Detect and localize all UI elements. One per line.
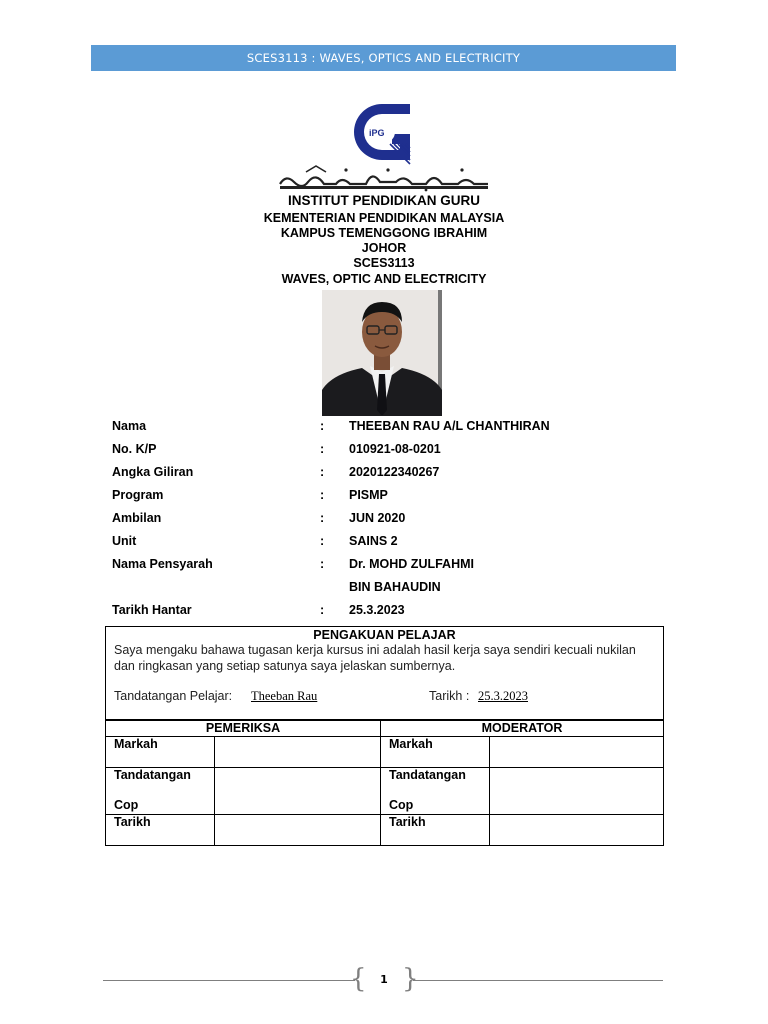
signature-value: Theeban Rau bbox=[251, 689, 318, 703]
moderator-tandatangan: Tandatangan bbox=[389, 768, 466, 782]
moderator-tarikh-label: Tarikh bbox=[381, 815, 490, 846]
grading-table bbox=[105, 719, 664, 846]
examiner-header: PEMERIKSA bbox=[106, 720, 381, 737]
info-label: Program bbox=[112, 488, 164, 502]
moderator-signature-cell bbox=[490, 768, 664, 815]
info-label: Unit bbox=[112, 534, 137, 548]
ipg-logo-icon bbox=[352, 100, 416, 166]
moderator-tarikh-cell bbox=[490, 815, 664, 846]
info-value: SAINS 2 bbox=[349, 534, 398, 548]
declaration-date-value: 25.3.2023 bbox=[478, 689, 528, 703]
moderator-cop: Cop bbox=[389, 798, 414, 812]
institution-line: JOHOR bbox=[361, 241, 407, 255]
info-value: Dr. MOHD ZULFAHMI bbox=[349, 557, 474, 571]
info-value: PISMP bbox=[349, 488, 388, 502]
examiner-tarikh-label: Tarikh bbox=[106, 815, 215, 846]
moderator-markah-cell bbox=[490, 737, 664, 768]
info-value: JUN 2020 bbox=[349, 511, 406, 525]
declaration-date-label: Tarikh : bbox=[429, 689, 470, 703]
info-colon: : bbox=[320, 511, 325, 525]
info-value: THEEBAN RAU A/L CHANTHIRAN bbox=[349, 419, 550, 433]
info-colon: : bbox=[320, 603, 325, 617]
student-photo bbox=[322, 290, 442, 416]
page-number: 1 bbox=[380, 973, 388, 986]
info-colon: : bbox=[320, 534, 325, 548]
info-value: 010921-08-0201 bbox=[349, 442, 441, 456]
examiner-signature-cell bbox=[215, 768, 381, 815]
info-colon: : bbox=[320, 442, 325, 456]
course-header-bar: SCES3113 : WAVES, OPTICS AND ELECTRICITY bbox=[91, 45, 676, 71]
declaration-box bbox=[105, 626, 664, 721]
declaration-title: PENGAKUAN PELAJAR bbox=[313, 628, 456, 642]
institution-line: KAMPUS TEMENGGONG IBRAHIM bbox=[280, 226, 488, 240]
info-colon: : bbox=[320, 557, 325, 571]
declaration-text: Saya mengaku bahawa tugasan kerja kursus ini adalah hasil kerja saya sendiri kecuali nukilan dan ringkasan yang setiap satunya saya jelaskan sumbernya. bbox=[114, 643, 636, 673]
info-colon: : bbox=[320, 488, 325, 502]
examiner-markah-cell bbox=[215, 737, 381, 768]
info-label: Angka Giliran bbox=[112, 465, 194, 479]
examiner-signature-label bbox=[106, 768, 215, 815]
footer-divider-left bbox=[103, 980, 355, 981]
info-value: 2020122340267 bbox=[349, 465, 440, 479]
info-value: BIN BAHAUDIN bbox=[349, 580, 441, 594]
moderator-signature-label bbox=[381, 768, 490, 815]
examiner-markah-label: Markah bbox=[106, 737, 215, 768]
logo-text: iPG bbox=[369, 128, 385, 138]
course-name: WAVES, OPTIC AND ELECTRICITY bbox=[281, 272, 487, 286]
institution-line: KEMENTERIAN PENDIDIKAN MALAYSIA bbox=[263, 211, 505, 225]
info-value: 25.3.2023 bbox=[349, 603, 405, 617]
info-label: Nama bbox=[112, 419, 147, 433]
moderator-markah-label: Markah bbox=[381, 737, 490, 768]
signature-label: Tandatangan Pelajar: bbox=[114, 689, 233, 703]
left-brace-icon: { bbox=[350, 964, 367, 994]
right-brace-icon: } bbox=[402, 964, 419, 994]
info-label: Nama Pensyarah bbox=[112, 557, 213, 571]
info-colon: : bbox=[320, 419, 325, 433]
info-label: Tarikh Hantar bbox=[112, 603, 192, 617]
info-colon: : bbox=[320, 465, 325, 479]
institution-title: INSTITUT PENDIDIKAN GURU bbox=[288, 193, 480, 208]
jawi-logo-text bbox=[276, 162, 492, 192]
examiner-tandatangan: Tandatangan bbox=[114, 768, 191, 782]
examiner-tarikh-cell bbox=[215, 815, 381, 846]
moderator-header: MODERATOR bbox=[381, 720, 664, 737]
course-code: SCES3113 bbox=[353, 256, 415, 270]
info-label: No. K/P bbox=[112, 442, 157, 456]
footer-divider-right bbox=[413, 980, 663, 981]
examiner-cop: Cop bbox=[114, 798, 139, 812]
info-label: Ambilan bbox=[112, 511, 162, 525]
